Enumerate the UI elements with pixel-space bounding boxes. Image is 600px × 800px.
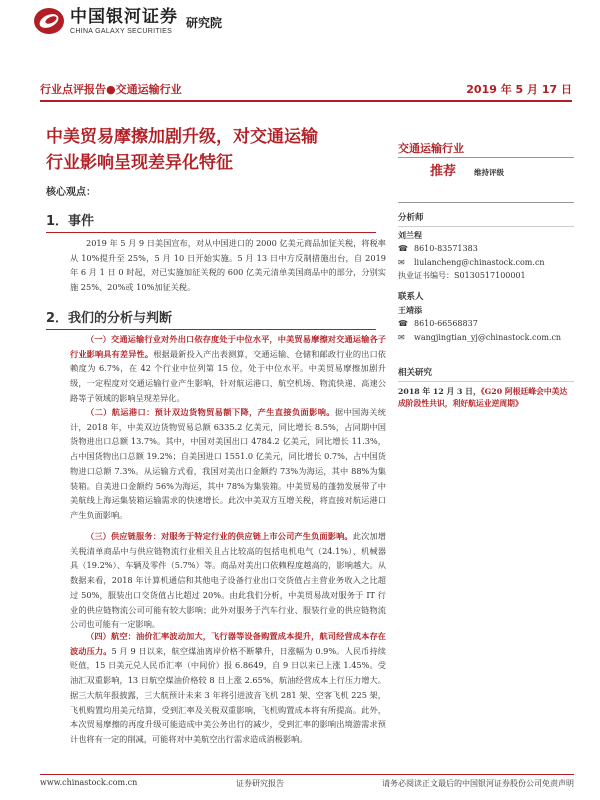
license-row <box>398 269 574 282</box>
analyst-email[interactable]: liulancheng@chinastock.com.cn <box>414 257 545 267</box>
sidebar-divider <box>398 381 574 382</box>
analysis-highlight: （三）供应链服务：对服务于特定行业的供应链上市公司产生负面影响。 <box>86 531 353 541</box>
report-type-label: 行业点评报告 <box>40 83 106 96</box>
analyst-phone: 8610-83571383 <box>414 244 478 254</box>
analysis-paragraph-2 <box>70 405 386 523</box>
galaxy-logo-icon <box>32 6 66 36</box>
analysis-text: 据中国海关统计，2018 年，中美双边货物贸易总额 6335.2 亿美元，同比增长 8.5%，占同期中国货物进出口总额 13.7%。其中，中国对美国出口 4784.2 亿美元，同比增长 11.3%，占中国货物出口总额 19.2%；自美国进口 1551.0 亿美元，同比增长 0.7%，占中国货物进口总额 7.3%。从运输方式看，我国对美出口金额约 73%为海运，其中 88%为集装箱。自美进口金额约 56%为海运，其中 78%为集装箱。中美贸易的蓬勃发展带了中美航线上海运集装箱运输需求的快速增长。此次中美双方互增关税，将直接对航运港口产生负面影响。 <box>70 407 386 520</box>
analysis-text: 此次加增关税清单商品中与供应链物流行业相关且占比较高的包括电机电气（24.1%）、机械器具（19.2%）、车辆及零件（5.7%）等。商品对美出口依赖程度越高的，影响越大。从数据来看，2018 年计算机通信和其他电子设备行业出口交货值占主营业务收入之比超过 50%，服装出口交货值占比超过 20%。由此我们分析，中美贸易战对服务于 IT 行业的供应链物流公司可能有较大影响；此外对服务于汽车行业、服装行业的供应链物流公司也可能有一定影响。 <box>70 531 386 630</box>
title-line-1: 中美贸易摩擦加剧升级，对交通运输 <box>46 127 318 147</box>
sidebar-industry: 交通运输行业 <box>398 142 464 155</box>
analyst-name: 刘兰程 <box>398 230 422 240</box>
related-title: 《G20 阿根廷峰会中美达成阶段性共识，利好航运业逆周期》 <box>398 387 568 408</box>
footer-center: 证券研究报告 <box>236 779 284 788</box>
sidebar-divider <box>398 202 574 203</box>
industry-tag: 交通运输行业 <box>115 83 182 96</box>
section-heading-analysis <box>46 307 376 330</box>
section-rule <box>46 329 376 330</box>
license-number: S0130517100001 <box>454 271 526 281</box>
footer-divider <box>40 774 574 775</box>
related-label: 相关研究 <box>398 368 433 378</box>
analysis-paragraph-4 <box>70 629 386 747</box>
bullet-separator: ● <box>106 83 116 96</box>
phone-icon: ☎ <box>398 319 408 329</box>
rating-block <box>430 160 600 179</box>
analysis-highlight: （一）交通运输行业对外出口依存度处于中位水平，中美贸易摩擦对交通运输各子行业影响具有差异性。 <box>70 334 386 359</box>
email-icon: ✉ <box>398 257 405 267</box>
footer-disclaimer: 请务必阅读正文最后的中国银河证券股份公司免责声明 <box>382 779 574 788</box>
logo-chinese-name: 中国银河证券 <box>70 6 178 27</box>
analysis-highlight: （二）航运港口：预计双边货物贸易额下降，产生直接负面影响。 <box>86 407 335 417</box>
section-title: 1．事件 <box>46 214 95 229</box>
report-type <box>40 81 182 97</box>
report-date: 2019 年 5 月 17 日 <box>466 83 572 96</box>
institute-name: 研究院 <box>186 15 223 30</box>
title-line-2: 行业影响呈现差异化特征 <box>46 153 233 173</box>
brand-logo <box>32 6 222 36</box>
event-paragraph: 2019 年 5 月 9 日美国宣布，对从中国进口的 2000 亿美元商品加征关税，将税率从 10%提升至 25%，5 月 10 日开始实施。5 月 13 日中方反制措施出台，自 2019 年 6 月 1 日 0 时起，对已实施加征关税的 600 亿美元清单美国商品中的部分，分别实施 25%、20%或 10%加征关税。 <box>70 238 386 293</box>
core-views-label: 核心观点： <box>46 187 96 198</box>
sidebar-divider <box>398 157 574 158</box>
header-divider <box>40 100 572 102</box>
contact-label: 联系人 <box>398 292 424 302</box>
analysis-paragraph-3 <box>70 529 386 632</box>
related-item[interactable] <box>398 386 574 410</box>
related-date: 2018 年 12 月 3 日， <box>398 387 481 396</box>
section-title: 2．我们的分析与判断 <box>46 311 173 326</box>
contact-email-row <box>398 331 574 344</box>
license-label: 执业证书编号： <box>398 271 454 281</box>
contact-name: 王靖添 <box>398 305 422 315</box>
analyst-label: 分析师 <box>398 213 424 223</box>
report-meta-bar <box>40 82 572 96</box>
analysis-text: 根据最新投入产出表测算，交通运输、仓储和邮政行业的出口依赖度为 6.7%，在 42 个行业中位列第 15 位，处于中位水平。中美贸易摩擦加剧升级，一定程度对交通运输行业产生影响，针对航运港口、航空机场、物流快递、高速公路等子领域的影响呈现差异化。 <box>70 348 386 403</box>
analyst-block <box>398 211 574 283</box>
rating-note: 维持评级 <box>474 168 505 177</box>
logo-english-name: CHINA GALAXY SECURITIES <box>70 27 173 35</box>
rating-value: 推荐 <box>430 164 457 179</box>
section-rule <box>46 232 376 233</box>
phone-icon: ☎ <box>398 244 408 254</box>
related-research-block <box>398 366 574 410</box>
analyst-email-row <box>398 256 574 269</box>
contact-email[interactable]: wangjingtian_yj@chinastock.com.cn <box>414 332 562 342</box>
page-footer <box>40 778 574 789</box>
email-icon: ✉ <box>398 332 405 342</box>
analysis-paragraph-1 <box>70 332 386 406</box>
section-heading-event <box>46 210 376 233</box>
contact-phone: 8610-66568837 <box>414 319 478 329</box>
sidebar-divider <box>398 226 574 227</box>
analysis-text: 5 月 9 日以来，航空煤油离岸价格不断攀升，日涨幅为 0.9%。人民币持续贬值，15 日美元兑人民币汇率（中间价）报 6.8649，自 9 日以来已上涨 1.45%。受油汇双重影响，13 日航空煤油价格较 8 日上涨 2.65%，航油经营成本上行压力增大。据三大航年报披露，三大航预计未来 3 年将引进波音飞机 281 架、空客飞机 225 架，飞机购置均用美元结算，受到汇率及关税双重影响，飞机购置成本将有所提高。此外，本次贸易摩擦的再度升级可能造成中美公务出行的减少，受到汇率的影响出境游需求预计也将有一定的削减，可能将对中美航空出行需求造成消极影响。 <box>70 645 386 744</box>
footer-site[interactable]: www.chinastock.com.cn <box>40 778 138 787</box>
analysis-highlight: （四）航空：油价汇率波动加大，飞行器等设备购置成本提升，航司经营成本存在波动压力。 <box>70 631 386 656</box>
report-title <box>46 124 386 176</box>
contact-phone-row <box>398 317 574 330</box>
contact-block <box>398 290 574 344</box>
analyst-phone-row <box>398 242 574 255</box>
